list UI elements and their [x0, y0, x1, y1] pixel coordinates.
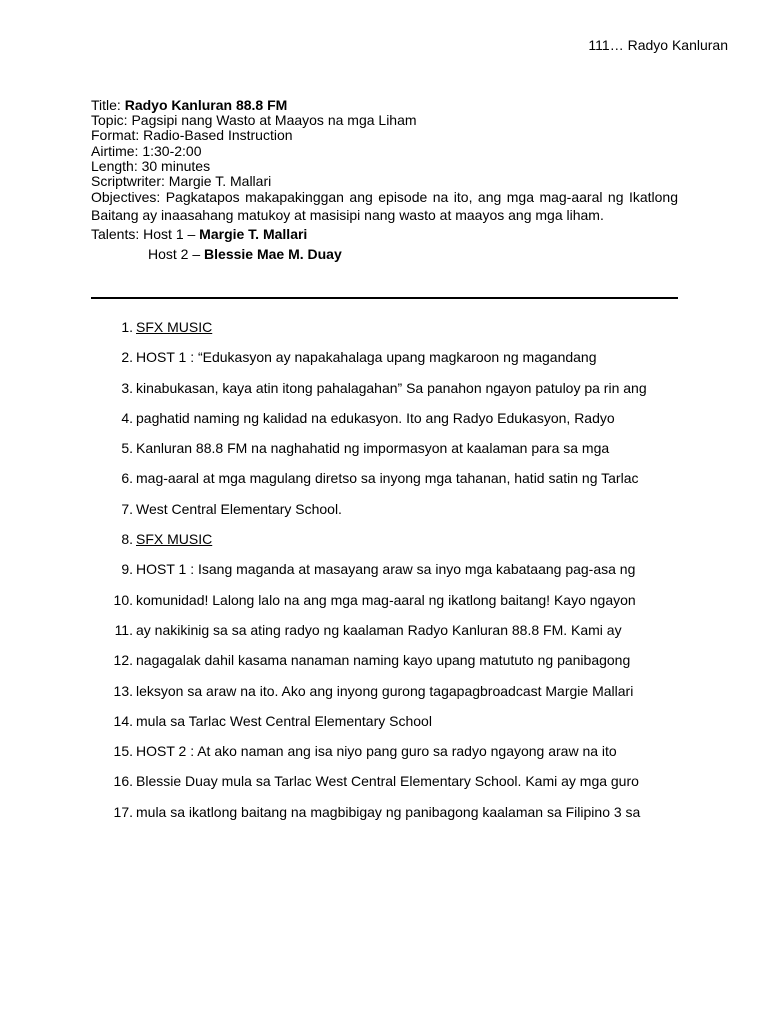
line-number: 8.: [121, 531, 133, 548]
line-text: mula sa ikatlong baitang na magbibigay ng panibagong kaalaman sa Filipino 3 sa: [136, 803, 641, 820]
script-line: [91, 706, 678, 736]
script-line: [91, 433, 678, 463]
line-number: 16.: [113, 773, 133, 790]
line-number: 15.: [113, 743, 133, 760]
line-text: SFX MUSIC: [136, 531, 213, 548]
script-line: [91, 676, 678, 706]
line-number: 14.: [113, 712, 133, 729]
script-line: [91, 585, 678, 615]
script-line: [91, 342, 678, 372]
script-line: [91, 615, 678, 645]
line-text: komunidad! Lalong lalo na ang mga mag-aaral ng ikatlong baitang! Kayo ngayon: [136, 591, 636, 608]
host1-name: Margie T. Mallari: [199, 226, 308, 243]
line-text: Blessie Duay mula sa Tarlac West Central Elementary School. Kami ay mga guro: [136, 773, 639, 790]
script-line: [91, 524, 678, 554]
line-text: paghatid naming ng kalidad na edukasyon. Ito ang Radyo Edukasyon, Radyo: [136, 409, 615, 426]
line-text: HOST 2 : At ako naman ang isa niyo pang guro sa radyo ngayong araw na ito: [136, 743, 617, 760]
line-number: 3.: [121, 379, 133, 396]
line-number: 13.: [113, 682, 133, 699]
script-line: [91, 463, 678, 493]
talents-label: Talents: Host 1 –: [91, 226, 200, 243]
host2-label: Host 2 –: [148, 246, 205, 263]
running-head: 111… Radyo Kanluran: [588, 37, 728, 53]
line-text: HOST 1 : Isang maganda at masayang araw sa inyo mga kabataang pag-asa ng: [136, 561, 636, 578]
line-number: 17.: [113, 803, 133, 820]
line-number: 6.: [121, 470, 133, 487]
scriptwriter-line: Scriptwriter: Margie T. Mallari: [91, 173, 272, 190]
topic-line: Topic: Pagsipi nang Wasto at Maayos na mga Liham: [91, 112, 417, 129]
format-line: Format: Radio-Based Instruction: [91, 127, 293, 144]
length-line: Length: 30 minutes: [91, 157, 211, 174]
objectives-paragraph: Objectives: Pagkatapos makapakinggan ang episode na ito, ang mga mag-aaral ng Ikatlong Baitang ay inaasahang matukoy at masisipi nang wasto at maayos ang mga liham.: [91, 189, 678, 223]
script-line: [91, 554, 678, 584]
line-number: 9.: [121, 561, 133, 578]
talent-host2-line: [91, 244, 678, 264]
line-text: nagagalak dahil kasama nanaman naming kayo upang matututo ng panibagong: [136, 652, 631, 669]
line-number: 1.: [121, 319, 133, 335]
script-line: [91, 766, 678, 796]
script-line: [91, 494, 678, 524]
line-text: Kanluran 88.8 FM na naghahatid ng impormasyon at kaalaman para sa mga: [136, 440, 610, 457]
script-line: [91, 645, 678, 675]
script-line: [91, 736, 678, 766]
line-text: ay nakikinig sa sa ating radyo ng kaalaman Radyo Kanluran 88.8 FM. Kami ay: [136, 621, 622, 638]
script-lines: [91, 312, 678, 827]
host2-name: Blessie Mae M. Duay: [204, 246, 342, 263]
line-text: mula sa Tarlac West Central Elementary School: [136, 712, 432, 729]
line-text: leksyon sa araw na ito. Ako ang inyong gurong tagapagbroadcast Margie Mallari: [136, 682, 634, 699]
talent-host1-line: [91, 224, 678, 244]
line-number: 4.: [121, 409, 133, 426]
airtime-line: Airtime: 1:30-2:00: [91, 142, 202, 159]
script-line: [91, 312, 678, 342]
title-value: Radyo Kanluran 88.8 FM: [124, 97, 288, 113]
line-number: 7.: [121, 500, 133, 517]
line-text: SFX MUSIC: [136, 319, 213, 335]
script-line: [91, 403, 678, 433]
line-number: 2.: [121, 349, 133, 366]
title-label: Title:: [91, 97, 125, 113]
line-number: 12.: [113, 652, 133, 669]
section-divider: [91, 297, 678, 299]
title-line: [91, 98, 678, 113]
line-text: kinabukasan, kaya atin itong pahalagahan” Sa panahon ngayon patuloy pa rin ang: [136, 379, 647, 396]
script-line: [91, 797, 678, 827]
line-number: 5.: [121, 440, 133, 457]
line-number: 10.: [113, 591, 133, 608]
script-metadata: [91, 98, 678, 264]
line-text: West Central Elementary School.: [136, 500, 342, 517]
script-line: [91, 373, 678, 403]
line-number: 11.: [114, 621, 133, 638]
line-text: HOST 1 : “Edukasyon ay napakahalaga upang magkaroon ng magandang: [136, 349, 597, 366]
line-text: mag-aaral at mga magulang diretso sa inyong mga tahanan, hatid satin ng Tarlac: [136, 470, 639, 487]
